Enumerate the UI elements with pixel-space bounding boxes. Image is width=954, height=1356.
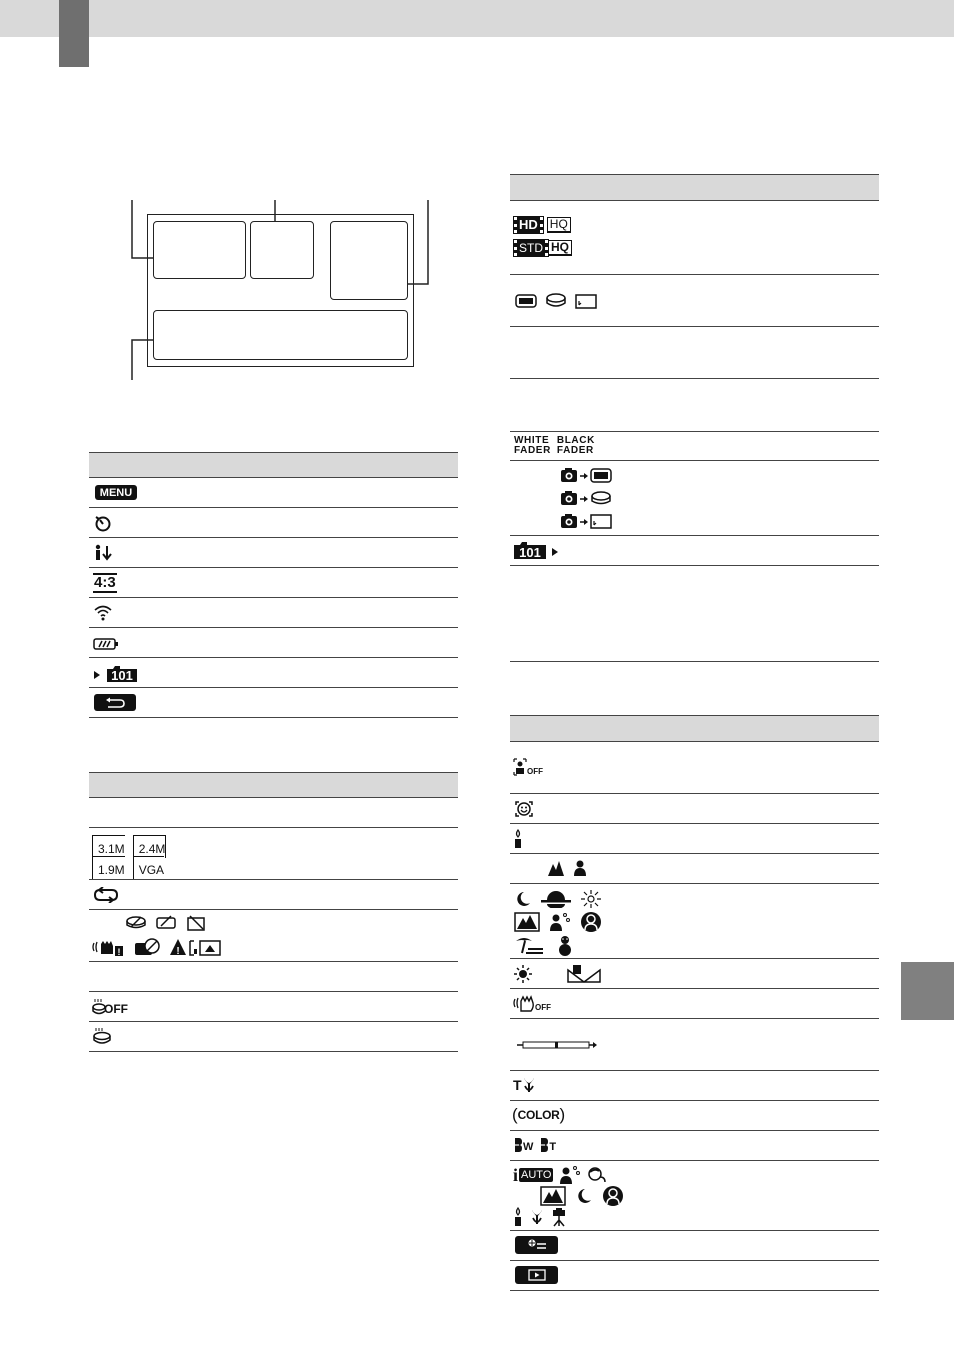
scene-icons bbox=[514, 934, 574, 956]
table-row bbox=[89, 880, 458, 910]
table-row bbox=[89, 1022, 458, 1052]
table-row bbox=[89, 478, 458, 508]
auto-label: AUTO bbox=[521, 1169, 552, 1181]
fireworks-icon bbox=[580, 889, 602, 909]
table-row bbox=[89, 798, 458, 828]
night-scene-icon bbox=[575, 1187, 593, 1205]
diagram-leader-lines bbox=[120, 190, 440, 385]
table-row bbox=[510, 1131, 879, 1161]
play-arrow-icon bbox=[93, 670, 101, 680]
hq-label: HQ bbox=[547, 217, 571, 233]
table-row bbox=[510, 959, 879, 989]
table-row bbox=[89, 628, 458, 658]
scene-icons bbox=[514, 889, 602, 909]
card-warning-icon bbox=[185, 915, 207, 931]
warning-icons bbox=[125, 915, 207, 931]
warning-icons bbox=[92, 938, 222, 956]
table-row bbox=[510, 379, 879, 432]
table-row bbox=[89, 508, 458, 538]
bw-wide-icon bbox=[513, 1137, 533, 1153]
table-row bbox=[510, 275, 879, 327]
fader-white-label: WHITE bbox=[514, 435, 550, 446]
table-row bbox=[89, 688, 458, 718]
snow-icon bbox=[556, 934, 574, 956]
table-header bbox=[89, 452, 458, 478]
table-row bbox=[89, 962, 458, 992]
image-size-label: 3.1M bbox=[98, 842, 125, 856]
scene-icons bbox=[547, 860, 587, 876]
table-row bbox=[89, 598, 458, 628]
folder-play-icon bbox=[513, 541, 559, 562]
steadyshot-off-icon bbox=[513, 994, 551, 1012]
baby-icon bbox=[587, 1165, 607, 1185]
macro-icon bbox=[530, 1209, 544, 1225]
battery-icon bbox=[93, 638, 119, 650]
lower-left-table bbox=[89, 772, 458, 1052]
aspect-ratio-icon: 4:3 bbox=[94, 574, 116, 591]
hd-label: HD bbox=[514, 217, 543, 233]
wireless-icon bbox=[93, 605, 113, 621]
playback-button-icon bbox=[515, 1266, 558, 1284]
image-size-label: VGA bbox=[138, 863, 165, 877]
beach-icon bbox=[514, 935, 544, 955]
hd-quality-icon bbox=[514, 217, 571, 233]
table-row bbox=[510, 461, 879, 536]
table-row bbox=[510, 742, 879, 794]
table-row bbox=[89, 538, 458, 568]
table-header bbox=[510, 715, 879, 742]
table-row bbox=[510, 884, 879, 959]
table-header bbox=[510, 174, 879, 201]
table-row bbox=[510, 989, 879, 1019]
table-row bbox=[89, 568, 458, 598]
self-timer-icon bbox=[94, 514, 112, 532]
table-header bbox=[89, 772, 458, 798]
hq-label: HQ bbox=[548, 240, 572, 256]
svg-text:!: ! bbox=[117, 947, 121, 956]
image-size-icon bbox=[92, 856, 164, 879]
off-label: OFF bbox=[535, 1003, 551, 1012]
upper-right-table bbox=[510, 174, 879, 662]
table-row bbox=[510, 794, 879, 824]
memory-icon bbox=[515, 294, 537, 308]
color-label: COLOR bbox=[517, 1108, 560, 1122]
face-detect-off-icon bbox=[513, 758, 543, 776]
spotlight-icon bbox=[580, 911, 602, 933]
color-slow-shutter-icon: ( COLOR ) bbox=[512, 1105, 566, 1124]
image-size-label: 2.4M bbox=[138, 842, 166, 856]
media-icons bbox=[515, 293, 597, 309]
table-row bbox=[510, 1161, 879, 1231]
tele-label: T bbox=[549, 1141, 557, 1153]
table-row bbox=[510, 1101, 879, 1131]
memory-warning-icon bbox=[155, 915, 177, 931]
table-row bbox=[510, 854, 879, 884]
fader-black-label: BLACK bbox=[556, 435, 595, 446]
std-label: STD bbox=[514, 240, 548, 256]
wide-label: W bbox=[523, 1141, 534, 1153]
hdd-media-icon bbox=[545, 293, 567, 309]
hdd-icon bbox=[92, 1028, 112, 1045]
memory-card-icon bbox=[575, 293, 597, 309]
copy-to-card-icon bbox=[560, 513, 614, 529]
folder-number: 101 bbox=[519, 545, 541, 560]
tele-label: T bbox=[513, 1077, 522, 1093]
image-size-icon bbox=[92, 835, 166, 858]
camera-warning-icon bbox=[134, 938, 160, 956]
table-row bbox=[510, 566, 879, 662]
smile-shutter-icon bbox=[514, 800, 534, 818]
sunrise-sunset-icon bbox=[541, 890, 571, 908]
std-quality-icon bbox=[514, 240, 572, 256]
copy-to-hdd-icon bbox=[560, 490, 614, 506]
repeat-icon bbox=[93, 887, 119, 903]
chapter-tab bbox=[59, 0, 89, 67]
options-button-icon bbox=[515, 1236, 558, 1254]
spotlight-icon bbox=[602, 1185, 624, 1207]
tripod-icon bbox=[551, 1207, 567, 1227]
portrait-soft-icon bbox=[559, 1165, 581, 1185]
landscape-icon bbox=[547, 860, 565, 876]
fader-label: FADER bbox=[514, 445, 551, 456]
copy-to-memory-icon bbox=[560, 467, 614, 483]
landscape-boxed-icon bbox=[514, 912, 540, 932]
upper-left-table bbox=[89, 452, 458, 718]
iauto-icon: i AUTO bbox=[513, 1165, 552, 1185]
candle-icon bbox=[513, 1207, 523, 1227]
fader-label: FADER bbox=[556, 445, 594, 456]
svg-text:!: ! bbox=[176, 946, 180, 956]
off-label: OFF bbox=[104, 1002, 128, 1016]
face-index-icon bbox=[94, 544, 114, 562]
table-row bbox=[89, 910, 458, 962]
white-balance-icons bbox=[513, 964, 601, 984]
return-icon bbox=[94, 694, 136, 711]
outdoor-icon bbox=[513, 964, 533, 984]
table-row bbox=[510, 1019, 879, 1071]
candle-icon bbox=[513, 829, 523, 849]
triangle-warning-icon bbox=[170, 938, 222, 956]
scene-icons bbox=[514, 911, 602, 933]
bw-icons bbox=[513, 1137, 556, 1153]
zoom-bar-icon bbox=[516, 1039, 598, 1051]
disc-warning-icon bbox=[125, 915, 147, 931]
off-label: OFF bbox=[527, 766, 543, 776]
side-index-tab bbox=[901, 962, 954, 1020]
header-band bbox=[0, 0, 954, 37]
folder-icon: 101 bbox=[106, 665, 138, 685]
hdd-off-icon bbox=[92, 998, 128, 1016]
table-row bbox=[510, 1071, 879, 1101]
table-row bbox=[510, 536, 879, 566]
table-row bbox=[89, 658, 458, 688]
table-row bbox=[510, 1261, 879, 1291]
menu-icon: MENU bbox=[95, 485, 137, 500]
iauto-icons bbox=[540, 1185, 624, 1207]
table-row bbox=[510, 824, 879, 854]
bw-tele-icon bbox=[539, 1137, 556, 1153]
camera-shake-warning-icon bbox=[92, 938, 124, 956]
table-row bbox=[510, 327, 879, 379]
landscape-boxed-icon bbox=[540, 1186, 566, 1206]
iauto-icons bbox=[513, 1165, 607, 1185]
iauto-icons bbox=[513, 1207, 567, 1227]
table-row bbox=[89, 828, 458, 880]
table-row bbox=[89, 992, 458, 1022]
one-push-wb-icon bbox=[567, 964, 601, 984]
image-size-label: 1.9M bbox=[98, 863, 125, 877]
portrait-icon bbox=[573, 860, 587, 876]
lower-right-table bbox=[510, 715, 879, 1291]
night-scene-icon bbox=[514, 890, 532, 908]
fader-icon bbox=[514, 436, 595, 456]
table-row bbox=[510, 432, 879, 461]
tele-macro-icon bbox=[513, 1077, 536, 1093]
table-row bbox=[510, 1231, 879, 1261]
table-row bbox=[510, 201, 879, 275]
portrait-soft-icon bbox=[549, 912, 571, 932]
